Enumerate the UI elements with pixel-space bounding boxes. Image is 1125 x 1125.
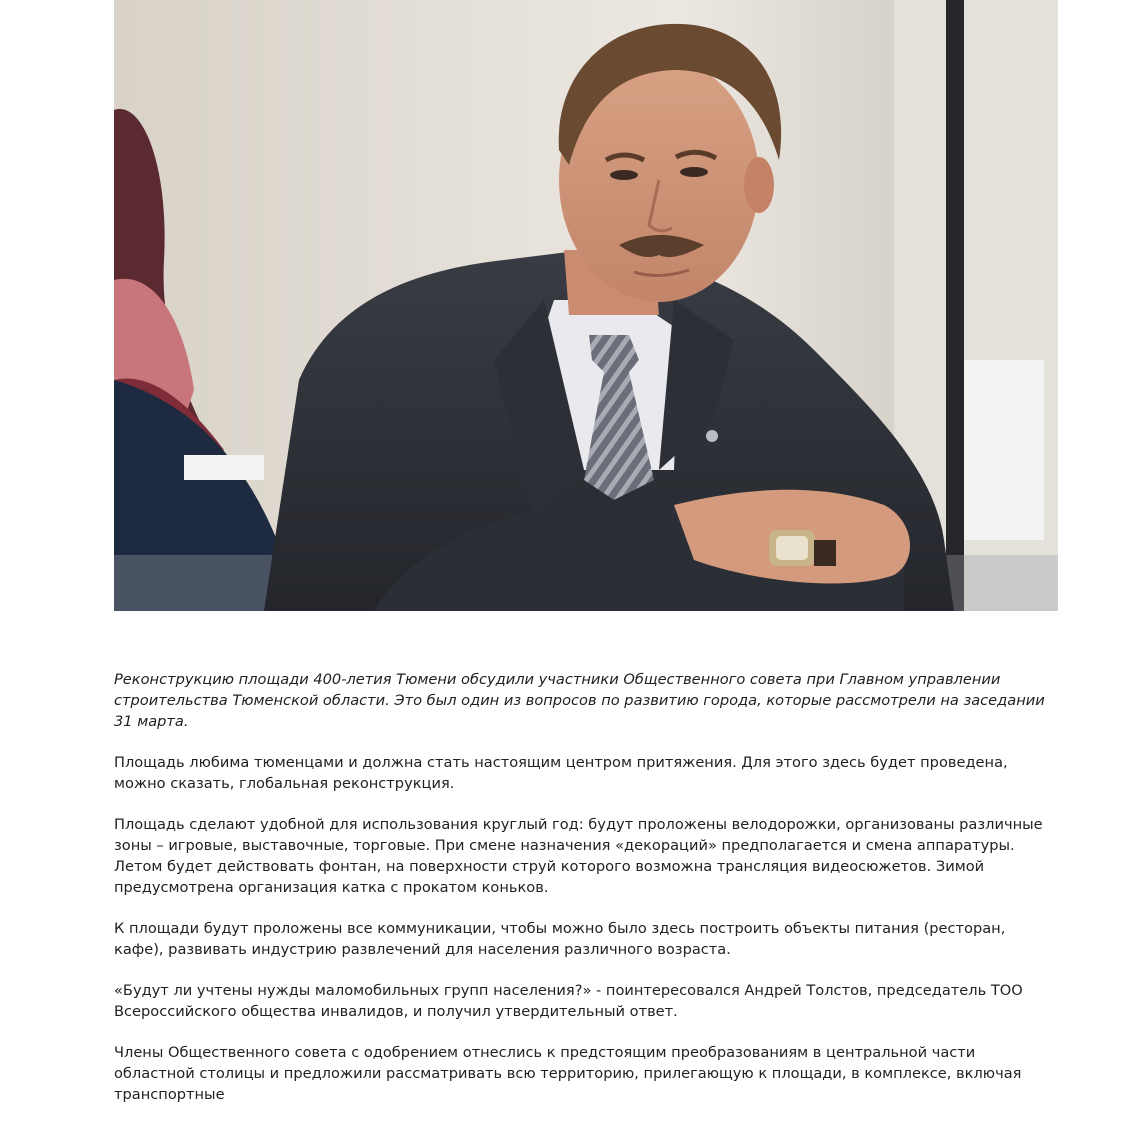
article-paragraph-5: Члены Общественного совета с одобрением отнеслись к предстоящим преобразованиям в центральной части областной столицы и предложили рассматривать всю территорию, прилегающую к площади, в комплексе, включая транспортные <box>114 1044 1022 1103</box>
article-body <box>114 669 1058 1125</box>
article-paragraph-2: Площадь сделают удобной для использования круглый год: будут проложены велодорожки, организованы различные зоны – игровые, выставочные, торговые. При смене назначения «декораций» предполагается и смена аппаратуры. Летом будет действовать фонтан, на поверхности струй которого возможна трансляция видеосюжетов. Зимой предусмотрена организация катка с прокатом коньков. <box>114 816 1043 896</box>
article-paragraph-1: Площадь любима тюменцами и должна стать настоящим центром притяжения. Для этого здесь будет проведена, можно сказать, глобальная реконструкция. <box>114 754 1008 792</box>
article-paragraph-4: «Будут ли учтены нужды маломобильных групп населения?» - поинтересовался Андрей Толстов, председатель ТОО Всероссийского общества инвалидов, и получил утвердительный ответ. <box>114 982 1023 1020</box>
article-lead: Реконструкцию площади 400-летия Тюмени обсудили участники Общественного совета при Главном управлении строительства Тюменской области. Это был один из вопросов по развитию города, которые рассмотрели на заседании 31 марта. <box>114 671 1045 730</box>
photo-illustration <box>114 0 1058 611</box>
article-photo <box>114 0 1058 611</box>
article-paragraph-3: К площади будут проложены все коммуникации, чтобы можно было здесь построить объекты питания (ресторан, кафе), развивать индустрию развлечений для населения различного возраста. <box>114 920 1006 958</box>
